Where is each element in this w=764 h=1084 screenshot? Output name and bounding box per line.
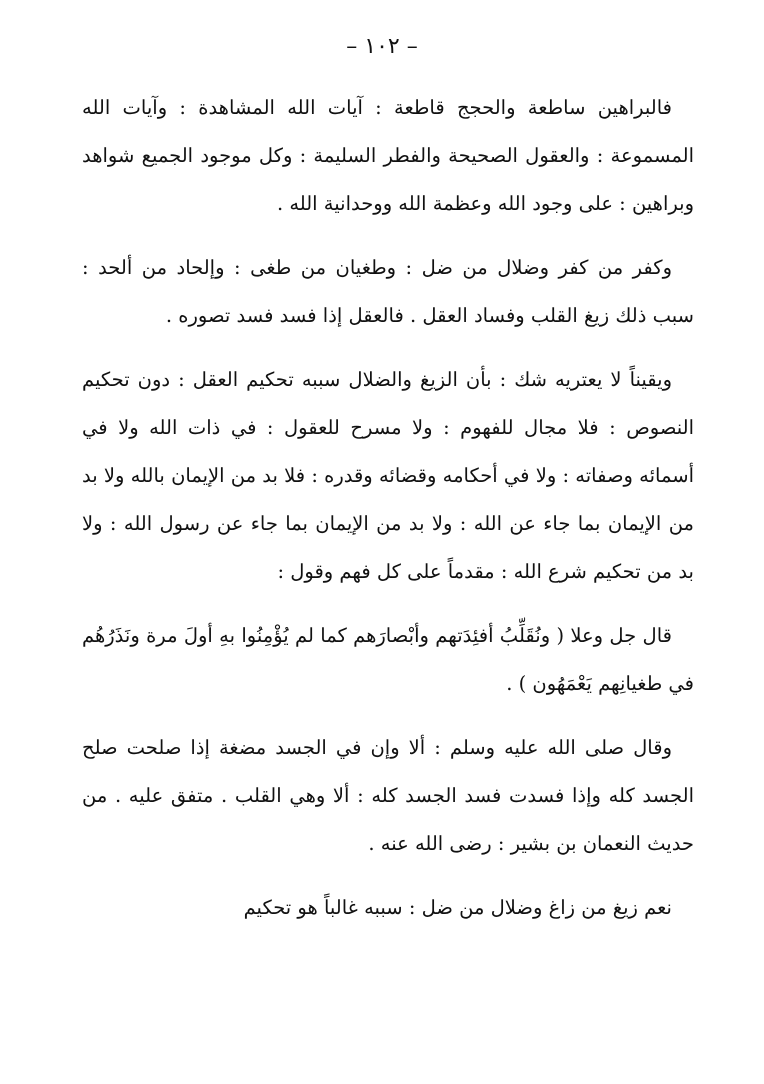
- paragraph-gap: [82, 340, 694, 356]
- paragraph-hadith: وقال صلى الله عليه وسلم : ألا وإن في الجسد مضغة إذا صلحت صلح الجسد كله وإذا فسدت فسد الجسد كله : ألا وهي القلب . متفق عليه . من حديث النعمان بن بشير : رضى الله عنه .: [82, 736, 694, 855]
- paragraph-continuation: نعم زيغ من زاغ وضلال من ضل : سببه غالباً هو تحكيم: [243, 896, 672, 919]
- page-number: – ١٠٢ –: [346, 34, 418, 59]
- paragraph-gap: [82, 708, 694, 724]
- page-body: [82, 84, 694, 932]
- paragraph-gap: [82, 596, 694, 612]
- paragraph-quran-verse: قال جل وعلا ( ونُقَلِّبُ أفئِدَتهم وأبْصارَهم كما لم يُؤْمِنُوا بهِ أولَ مرة ونَذَرُهُم في طغيانِهم يَعْمَهُون ) .: [82, 624, 694, 695]
- paragraph-gap: [82, 868, 694, 884]
- paragraph-disbelief: وكفر من كفر وضلال من ضل : وطغيان من طغى : وإلحاد من ألحد : سبب ذلك زيغ القلب وفساد العقل . فالعقل إذا فسد فسد تصوره .: [82, 256, 694, 327]
- paragraph-gap: [82, 228, 694, 244]
- paragraph-proofs: فالبراهين ساطعة والحجج قاطعة : آيات الله المشاهدة : وآيات الله المسموعة : والعقول الصحيحة والفطر السليمة : وكل موجود الجميع شواهد وبراهين : على وجود الله وعظمة الله ووحدانية الله .: [82, 96, 694, 215]
- paragraph-certainty: ويقيناً لا يعتريه شك : بأن الزيغ والضلال سببه تحكيم العقل : دون تحكيم النصوص : فلا مجال للفهوم : ولا مسرح للعقول : في ذات الله ولا في أسمائه وصفاته : ولا في أحكامه وقضائه وقدره : فلا بد من الإيمان بالله ولا بد من الإيمان بما جاء عن الله : ولا بد من الإيمان بما جاء عن رسول الله : ولا بد من تحكيم شرع الله : مقدماً على كل فهم وقول :: [82, 368, 694, 583]
